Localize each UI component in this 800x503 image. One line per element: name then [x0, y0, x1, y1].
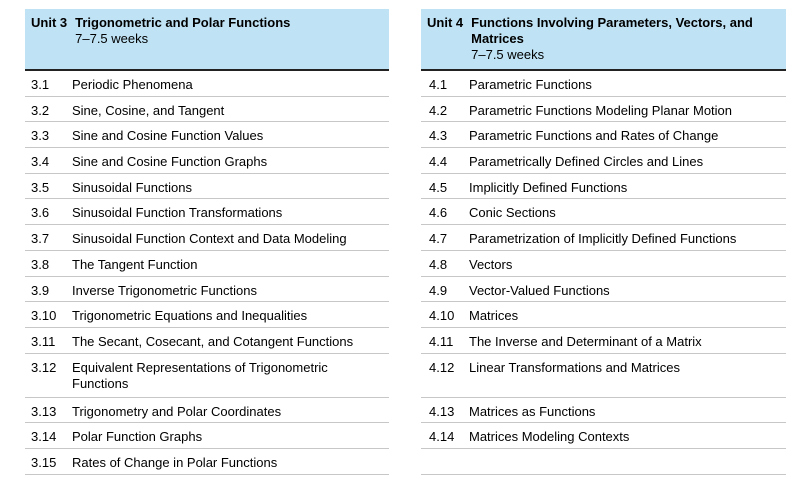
unit-3-duration: 7–7.5 weeks — [75, 31, 149, 46]
topic-number: 4.2 — [429, 102, 448, 118]
table-row — [421, 71, 786, 97]
topic-number: 4.3 — [429, 128, 448, 144]
table-row — [25, 277, 389, 303]
topic-number: 4.14 — [429, 429, 455, 445]
topic-name: Matrices — [469, 308, 519, 324]
topic-name: Parametric Functions Modeling Planar Motion — [469, 102, 733, 118]
topic-number: 4.7 — [429, 231, 448, 247]
table-row — [25, 174, 389, 200]
table-row — [25, 251, 389, 277]
unit-4-table — [421, 9, 786, 475]
topic-number: 3.14 — [31, 429, 57, 445]
topic-number: 3.2 — [31, 102, 50, 118]
table-row — [421, 328, 786, 354]
topic-name: Conic Sections — [469, 205, 556, 221]
table-row — [25, 354, 389, 398]
unit-3-topic-list — [25, 71, 389, 475]
topic-name: Sinusoidal Function Transformations — [72, 205, 283, 221]
unit-3-title: Trigonometric and Polar Functions — [75, 15, 291, 30]
table-row — [421, 277, 786, 303]
table-row — [25, 148, 389, 174]
table-row — [25, 398, 389, 424]
unit-4-topic-list — [421, 71, 786, 475]
topic-number: 4.12 — [429, 359, 455, 375]
table-row — [25, 423, 389, 449]
topic-number: 3.12 — [31, 359, 57, 375]
topic-number: 4.8 — [429, 256, 448, 272]
topic-name: Vectors — [469, 256, 513, 272]
unit-4-code: Unit 4 — [427, 15, 464, 30]
table-row — [421, 423, 786, 449]
topic-number: 3.10 — [31, 308, 57, 324]
table-row — [421, 302, 786, 328]
topic-name: The Inverse and Determinant of a Matrix — [469, 333, 702, 349]
table-row — [421, 174, 786, 200]
topic-name: Matrices Modeling Contexts — [469, 429, 630, 445]
topic-number: 3.13 — [31, 403, 57, 419]
topic-number: 3.3 — [31, 128, 50, 144]
topic-name: Equivalent Representations of Trigonometric Functions — [72, 359, 328, 391]
topic-number: 4.10 — [429, 308, 455, 324]
table-row — [421, 122, 786, 148]
topic-number: 3.8 — [31, 256, 50, 272]
topic-number: 3.1 — [31, 77, 50, 92]
topic-number: 3.5 — [31, 179, 50, 195]
table-row — [421, 148, 786, 174]
empty-row — [421, 449, 786, 475]
topic-name: Sine, Cosine, and Tangent — [72, 102, 225, 118]
topic-name: Sine and Cosine Function Values — [72, 128, 264, 144]
table-row — [421, 251, 786, 277]
table-row — [25, 122, 389, 148]
table-row — [25, 302, 389, 328]
table-row — [25, 328, 389, 354]
topic-name: Matrices as Functions — [469, 403, 596, 419]
topic-name: Rates of Change in Polar Functions — [72, 454, 278, 470]
table-row — [25, 225, 389, 251]
topic-number: 3.11 — [31, 333, 56, 349]
topic-name: Parametrization of Implicitly Defined Functions — [469, 231, 737, 247]
topic-number: 4.5 — [429, 179, 448, 195]
unit-4-duration: 7–7.5 weeks — [471, 47, 545, 62]
topic-name: Parametrically Defined Circles and Lines — [469, 154, 704, 170]
table-row — [421, 354, 786, 398]
topic-number: 3.6 — [31, 205, 50, 221]
topic-name: Trigonometry and Polar Coordinates — [72, 403, 282, 419]
table-row — [421, 199, 786, 225]
topic-name: Sinusoidal Functions — [72, 179, 192, 195]
table-row — [25, 449, 389, 475]
topic-name: Periodic Phenomena — [72, 77, 193, 92]
topic-name: Linear Transformations and Matrices — [469, 359, 680, 375]
topic-name: The Tangent Function — [72, 256, 198, 272]
table-row — [25, 199, 389, 225]
topic-name: Sine and Cosine Function Graphs — [72, 154, 268, 170]
table-row — [25, 71, 389, 97]
topic-name: Sinusoidal Function Context and Data Modeling — [72, 231, 347, 247]
topic-number: 4.9 — [429, 282, 448, 298]
unit-4-header — [421, 9, 786, 71]
unit-3-header — [25, 9, 389, 71]
topic-name: Inverse Trigonometric Functions — [72, 282, 257, 298]
topic-number: 4.4 — [429, 154, 448, 170]
table-row — [421, 398, 786, 424]
topic-number: 4.6 — [429, 205, 448, 221]
topic-name: Trigonometric Equations and Inequalities — [72, 308, 308, 324]
topic-number: 4.11 — [429, 333, 454, 349]
topic-name: Polar Function Graphs — [72, 429, 203, 445]
topic-name: Implicitly Defined Functions — [469, 179, 628, 195]
topic-name: Parametric Functions and Rates of Change — [469, 128, 719, 144]
unit-4-title: Functions Involving Parameters, Vectors, and Matrices — [471, 15, 753, 46]
table-row — [421, 97, 786, 123]
table-row — [421, 225, 786, 251]
topic-name: Parametric Functions — [469, 77, 592, 92]
topic-number: 3.4 — [31, 154, 50, 170]
unit-3-table — [25, 9, 389, 475]
topic-number: 3.7 — [31, 231, 50, 247]
topic-number: 4.13 — [429, 403, 455, 419]
topic-name: The Secant, Cosecant, and Cotangent Functions — [72, 333, 354, 349]
topic-number: 3.15 — [31, 454, 57, 470]
topic-number: 3.9 — [31, 282, 50, 298]
topic-name: Vector-Valued Functions — [469, 282, 610, 298]
unit-3-code: Unit 3 — [31, 15, 68, 30]
topic-number: 4.1 — [429, 77, 448, 92]
table-row — [25, 97, 389, 123]
